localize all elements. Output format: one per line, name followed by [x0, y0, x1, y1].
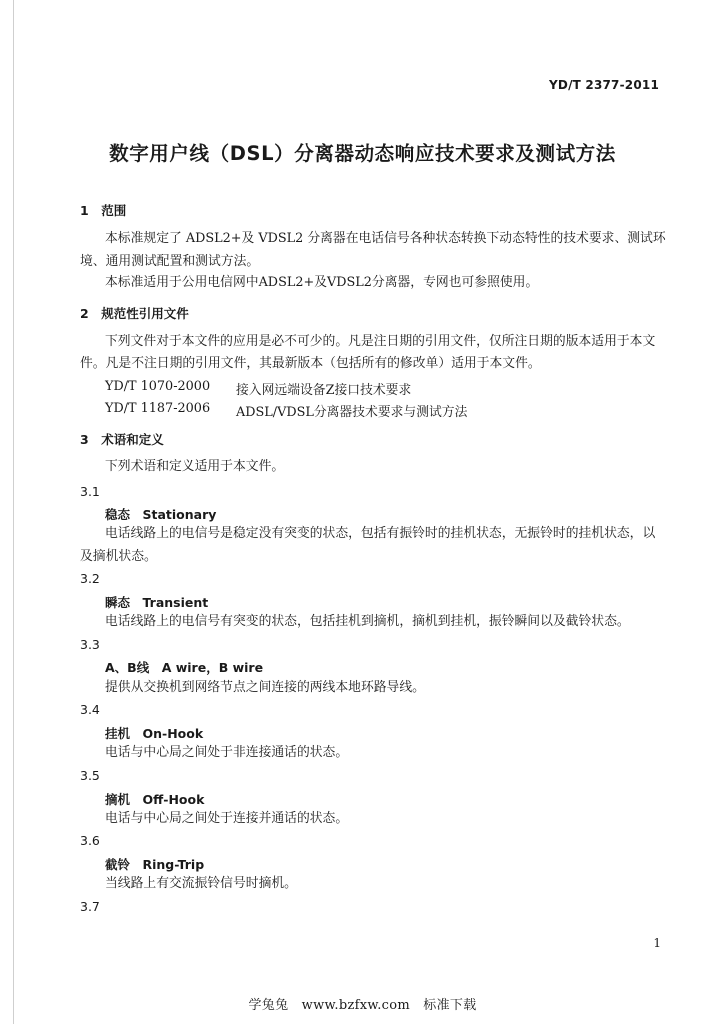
term-definition-line-1: 提供从交换机到网络节点之间连接的两线本地环路导线。: [105, 680, 425, 695]
term-definition-line-1: 当线路上有交流振铃信号时摘机。: [105, 876, 297, 891]
term-definition-line-1: 电话与中心局之间处于连接并通话的状态。: [105, 811, 349, 826]
footer-watermark: 学兔兔 www.bzfxw.com 标准下载: [248, 998, 477, 1013]
reference-code: YD/T 1187-2006: [105, 401, 211, 416]
section-2-heading: 2 规范性引用文件: [80, 306, 189, 321]
reference-code: YD/T 1070-2000: [105, 379, 211, 394]
term-number: 3.1: [80, 484, 100, 499]
term-number: 3.4: [80, 702, 100, 717]
section-1-paragraph-2: 本标准适用于公用电信网中ADSL2+及VDSL2分离器，专网也可参照使用。: [105, 275, 539, 290]
term-definition-line-1: 电话与中心局之间处于非连接通话的状态。: [105, 745, 349, 760]
term-definition-line-2: 及摘机状态。: [80, 549, 157, 564]
section-1-paragraph-1-line-2: 境、通用测试配置和测试方法。: [80, 254, 260, 269]
section-3-intro: 下列术语和定义适用于本文件。: [105, 459, 285, 474]
reference-title: ADSL/VDSL分离器技术要求与测试方法: [236, 405, 468, 420]
term-number: 3.2: [80, 571, 100, 586]
term-number: 3.5: [80, 768, 100, 783]
term-definition-line-1: 电话线路上的电信号是稳定没有突变的状态，包括有振铃时的挂机状态，无振铃时的挂机状态，以: [105, 526, 656, 541]
section-1-paragraph-1-line-1: 本标准规定了 ADSL2+及 VDSL2 分离器在电话信号各种状态转换下动态特性的技术要求、测试环: [105, 231, 666, 246]
term-title: 瞬态 Transient: [105, 595, 209, 610]
term-title: 截铃 Ring-Trip: [105, 857, 205, 872]
standard-code: YD/T 2377-2011: [549, 78, 659, 92]
term-title: 稳态 Stationary: [105, 507, 217, 522]
page-number: 1: [653, 936, 661, 950]
section-2-paragraph-line-1: 下列文件对于本文件的应用是必不可少的。凡是注日期的引用文件，仅所注日期的版本适用于本文: [105, 334, 656, 349]
term-title: 摘机 Off-Hook: [105, 792, 205, 807]
term-title: A、B线 A wire，B wire: [105, 660, 264, 675]
term-number: 3.7: [80, 899, 100, 914]
term-title: 挂机 On-Hook: [105, 726, 204, 741]
document-title: 数字用户线（DSL）分离器动态响应技术要求及测试方法: [109, 142, 616, 165]
term-number: 3.6: [80, 833, 100, 848]
section-2-paragraph-line-2: 件。凡是不注日期的引用文件，其最新版本（包括所有的修改单）适用于本文件。: [80, 356, 541, 371]
section-1-heading: 1 范围: [80, 203, 127, 218]
term-definition-line-1: 电话线路上的电信号有突变的状态，包括挂机到摘机，摘机到挂机，振铃瞬间以及截铃状态。: [105, 614, 630, 629]
term-number: 3.3: [80, 637, 100, 652]
section-3-heading: 3 术语和定义: [80, 432, 164, 447]
reference-title: 接入网远端设备Z接口技术要求: [236, 383, 412, 398]
